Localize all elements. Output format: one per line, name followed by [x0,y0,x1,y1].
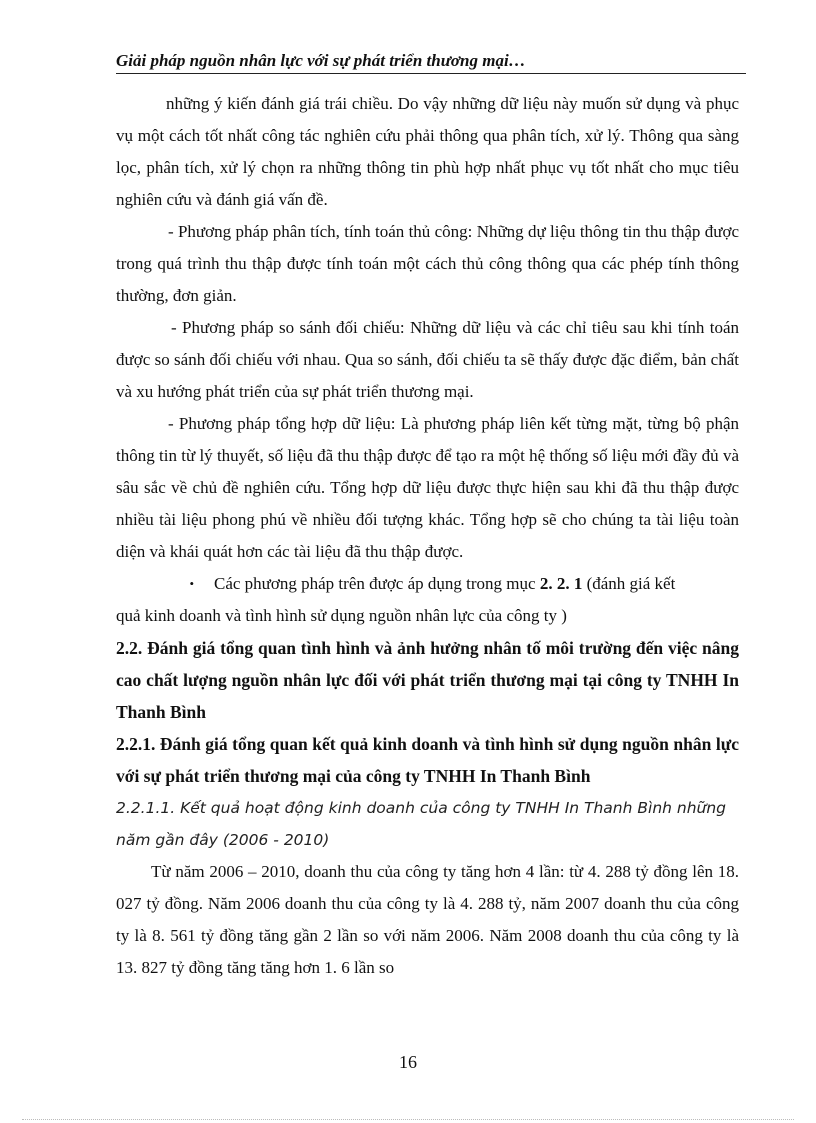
heading-2-2: 2.2. Đánh giá tổng quan tình hình và ảnh hưởng nhân tố môi trường đến việc nâng cao chất lượng nguồn nhân lực đối với phát triển thương mại tại công ty TNHH In Thanh Bình [116,638,739,722]
bullet-text: Các phương pháp trên được áp dụng trong mục 2. 2. 1 (đánh giá kết [214,574,676,593]
page-edge-divider [22,1119,794,1120]
paragraph-revenue: Từ năm 2006 – 2010, doanh thu của công ty tăng hơn 4 lần: từ 4. 288 tỷ đồng lên 18. 027 tỷ đồng. Năm 2006 doanh thu của công ty là 4. 288 tỷ, năm 2007 doanh thu của công ty là 8. 561 tỷ đồng tăng gần 2 lần so với năm 2006. Năm 2008 doanh thu của công ty là 13. 827 tỷ đồng tăng tăng hơn 1. 6 lần so [116,862,739,977]
heading-2-2-1-1: 2.2.1.1. Kết quả hoạt động kinh doanh của công ty TNHH In Thanh Bình những năm gần đây (2006 - 2010) [116,799,727,849]
page-number: 16 [399,1052,417,1072]
paragraph-manual-calculation: - Phương pháp phân tích, tính toán thủ công: Những dự liệu thông tin thu thập được trong quá trình thu thập được tính toán một cách thủ công thông qua các phép tính thông thường, đơn giản. [116,222,739,305]
paragraph-data-processing: những ý kiến đánh giá trái chiều. Do vậy những dữ liệu này muốn sử dụng và phục vụ một cách tốt nhất công tác nghiên cứu phải thông qua phân tích, xử lý. Thông qua sàng lọc, phân tích, xử lý chọn ra những thông tin phù hợp nhất phục vụ tốt nhất cho mục tiêu nghiên cứu và đánh giá vấn đề. [116,94,739,209]
page-body [116,88,739,984]
section-reference: 2. 2. 1 [539,574,583,593]
bullet-continuation: quả kinh doanh và tình hình sử dụng nguồn nhân lực của công ty ) [116,606,567,625]
heading-2-2-1: 2.2.1. Đánh giá tổng quan kết quả kinh doanh và tình hình sử dụng nguồn nhân lực với sự phát triển thương mại của công ty TNHH In Thanh Bình [116,734,739,786]
paragraph-comparison-method: - Phương pháp so sánh đối chiếu: Những dữ liệu và các chỉ tiêu sau khi tính toán được so sánh đối chiếu với nhau. Qua so sánh, đối chiếu ta sẽ thấy được đặc điểm, bản chất và xu hướng phát triển của sự phát triển thương mại. [116,318,739,401]
bullet-icon: • [189,576,194,591]
bullet-item [116,568,739,600]
running-header: Giải pháp nguồn nhân lực với sự phát triển thương mại… [116,50,746,74]
paragraph-synthesis-method: - Phương pháp tổng hợp dữ liệu: Là phương pháp liên kết từng mặt, từng bộ phận thông tin từ lý thuyết, số liệu đã thu thập được để tạo ra một hệ thống số liệu mới đầy đủ và sâu sắc về chủ đề nghiên cứu. Tổng hợp dữ liệu được thực hiện sau khi đã thu thập được nhiều tài liệu phong phú về nhiều đối tượng khác. Tổng hợp sẽ cho chúng ta tài liệu toàn diện và khái quát hơn các tài liệu đã thu thập được. [116,414,739,561]
